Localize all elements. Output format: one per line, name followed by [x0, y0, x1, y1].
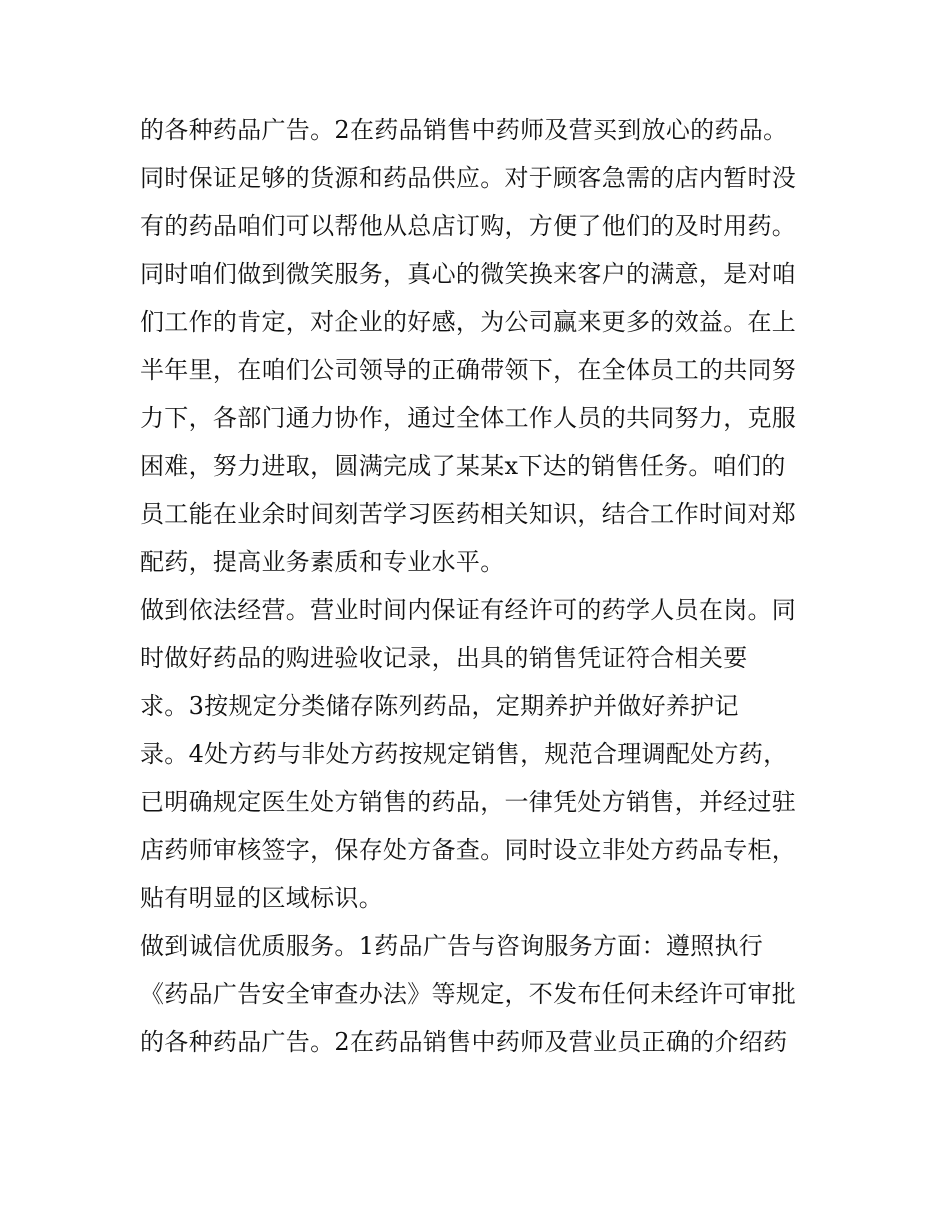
text-line: 同时咱们做到微笑服务，真心的微笑换来客户的满意，是对咱 [140, 260, 797, 288]
text-line: 做到诚信优质服务。1药品广告与咨询服务方面：遵照执行 [140, 932, 764, 960]
text-line: 半年里，在咱们公司领导的正确带领下，在全体员工的共同努 [140, 356, 797, 384]
text-line: 有的药品咱们可以帮他从总店订购，方便了他们的及时用药。 [140, 212, 797, 240]
text-line: 求。3按规定分类储存陈列药品，定期养护并做好养护记 [140, 692, 739, 720]
text-line: 困难，努力进取，圆满完成了某某x下达的销售任务。咱们的 [140, 452, 786, 480]
text-line: 配药，提高业务素质和专业水平。 [140, 548, 505, 576]
text-line: 录。4处方药与非处方药按规定销售，规范合理调配处方药， [140, 740, 788, 768]
text-line: 贴有明显的区域标识。 [140, 884, 383, 912]
text-line: 时做好药品的购进验收记录，出具的销售凭证符合相关要 [140, 644, 748, 672]
text-line: 们工作的肯定，对企业的好感，为公司赢来更多的效益。在上 [140, 308, 797, 336]
text-line: 做到依法经营。营业时间内保证有经许可的药学人员在岗。同 [140, 596, 797, 624]
text-line: 员工能在业余时间刻苦学习医药相关知识，结合工作时间对郑 [140, 500, 797, 528]
text-line: 同时保证足够的货源和药品供应。对于顾客急需的店内暂时没 [140, 164, 797, 192]
text-line: 《药品广告安全审查办法》等规定，不发布任何未经许可审批 [140, 980, 797, 1008]
text-line: 店药师审核签字，保存处方备查。同时设立非处方药品专柜， [140, 836, 797, 864]
text-line: 的各种药品广告。2在药品销售中药师及营买到放心的药品。 [140, 116, 788, 144]
body-text [140, 106, 830, 1066]
text-line: 已明确规定医生处方销售的药品，一律凭处方销售，并经过驻 [140, 788, 797, 816]
text-line: 的各种药品广告。2在药品销售中药师及营业员正确的介绍药 [140, 1028, 788, 1056]
text-line: 力下，各部门通力协作，通过全体工作人员的共同努力，克服 [140, 404, 797, 432]
